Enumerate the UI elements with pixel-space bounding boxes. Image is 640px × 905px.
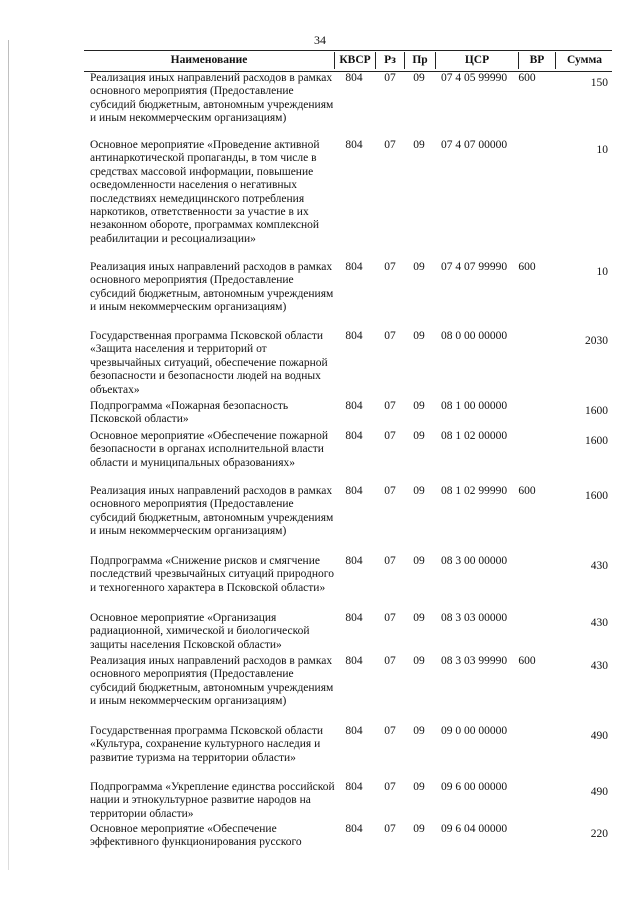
row-csr: 09 0 00 00000 xyxy=(440,725,508,737)
row-rz: 07 xyxy=(384,823,396,835)
row-rz: 07 xyxy=(384,139,396,151)
row-sum: 2030 xyxy=(585,335,608,347)
table-row xyxy=(84,430,612,485)
row-kvsr: 804 xyxy=(345,72,363,84)
table-row xyxy=(84,655,612,725)
header-sum: Сумма xyxy=(555,52,613,69)
row-csr: 08 3 03 99990 xyxy=(440,655,508,667)
table-row xyxy=(84,400,612,430)
row-kvsr: 804 xyxy=(345,612,363,624)
row-name: Основное мероприятие «Обеспечение эффективного функционирования русского xyxy=(90,823,302,849)
table-row xyxy=(84,330,612,400)
row-csr: 07 4 05 99990 xyxy=(440,72,508,84)
row-name: Основное мероприятие «Организация радиационной, химической и биологической защиты населения Псковской области» xyxy=(90,612,310,651)
row-pr: 09 xyxy=(413,400,425,412)
row-kvsr: 804 xyxy=(345,139,363,151)
table-row xyxy=(84,555,612,612)
row-rz: 07 xyxy=(384,555,396,567)
row-rz: 07 xyxy=(384,655,396,667)
page-number: 34 xyxy=(314,33,326,47)
header-vr: ВР xyxy=(518,52,555,69)
row-pr: 09 xyxy=(413,261,425,273)
table-row xyxy=(84,725,612,781)
row-sum: 1600 xyxy=(585,435,608,447)
table-row xyxy=(84,261,612,330)
row-sum: 1600 xyxy=(585,405,608,417)
row-vr: 600 xyxy=(518,72,536,84)
row-pr: 09 xyxy=(413,725,425,737)
row-pr: 09 xyxy=(413,72,425,84)
row-sum: 10 xyxy=(596,266,608,278)
row-csr: 08 1 00 00000 xyxy=(440,400,508,412)
row-csr: 08 3 00 00000 xyxy=(440,555,508,567)
row-kvsr: 804 xyxy=(345,823,363,835)
row-name: Основное мероприятие «Обеспечение пожарной безопасности в органах исполнительной власти области и муниципальных образованиях» xyxy=(90,430,329,469)
row-vr: 600 xyxy=(518,485,536,497)
row-name: Реализация иных направлений расходов в рамках основного мероприятия (Предоставление субсидий бюджетным, автономным учреждениям и иным некоммерческим организациям) xyxy=(90,72,334,125)
row-kvsr: 804 xyxy=(345,725,363,737)
row-sum: 430 xyxy=(590,560,608,572)
table-body xyxy=(84,72,612,853)
row-rz: 07 xyxy=(384,400,396,412)
row-sum: 1600 xyxy=(585,490,608,502)
row-name: Подпрограмма «Снижение рисков и смягчение последствий чрезвычайных ситуаций природного и техногенного характера в Псковской области» xyxy=(90,555,334,594)
row-name: Государственная программа Псковской области «Защита населения и территорий от чрезвычайных ситуаций, обеспечение пожарной безопасности и безопасности людей на водных объектах» xyxy=(90,330,328,396)
table-header xyxy=(84,50,612,72)
row-csr: 08 1 02 99990 xyxy=(440,485,508,497)
row-vr: 600 xyxy=(518,261,536,273)
row-name: Реализация иных направлений расходов в рамках основного мероприятия (Предоставление субсидий бюджетным, автономным учреждениям и иным некоммерческим организациям) xyxy=(90,655,334,708)
row-pr: 09 xyxy=(413,823,425,835)
row-name: Государственная программа Псковской области «Культура, сохранение культурного наследия и развитие туризма на территории области» xyxy=(90,725,324,764)
row-sum: 430 xyxy=(590,660,608,672)
row-rz: 07 xyxy=(384,612,396,624)
row-rz: 07 xyxy=(384,725,396,737)
header-pr: Пр xyxy=(404,52,435,69)
row-name: Реализация иных направлений расходов в рамках основного мероприятия (Предоставление субсидий бюджетным, автономным учреждениям и иным некоммерческим организациям) xyxy=(90,485,334,538)
table-row xyxy=(84,823,612,853)
row-sum: 490 xyxy=(590,730,608,742)
row-rz: 07 xyxy=(384,261,396,273)
row-name: Подпрограмма «Укрепление единства российской нации и этнокультурное развитие народов на территории области» xyxy=(90,781,335,820)
row-rz: 07 xyxy=(384,430,396,442)
table-row xyxy=(84,139,612,261)
row-sum: 490 xyxy=(590,786,608,798)
header-kvsr: КВСР xyxy=(334,52,375,69)
budget-table xyxy=(84,50,612,853)
row-rz: 07 xyxy=(384,485,396,497)
row-csr: 07 4 07 00000 xyxy=(440,139,508,151)
row-kvsr: 804 xyxy=(345,555,363,567)
row-kvsr: 804 xyxy=(345,430,363,442)
row-kvsr: 804 xyxy=(345,781,363,793)
row-csr: 09 6 00 00000 xyxy=(440,781,508,793)
table-row xyxy=(84,72,612,139)
row-pr: 09 xyxy=(413,139,425,151)
row-kvsr: 804 xyxy=(345,330,363,342)
row-kvsr: 804 xyxy=(345,400,363,412)
row-pr: 09 xyxy=(413,781,425,793)
row-rz: 07 xyxy=(384,330,396,342)
row-csr: 09 6 04 00000 xyxy=(440,823,508,835)
table-row xyxy=(84,485,612,555)
row-rz: 07 xyxy=(384,72,396,84)
row-name: Реализация иных направлений расходов в рамках основного мероприятия (Предоставление субсидий бюджетным, автономным учреждениям и иным некоммерческим организациям) xyxy=(90,261,334,314)
row-pr: 09 xyxy=(413,555,425,567)
table-row xyxy=(84,612,612,655)
row-name: Основное мероприятие «Проведение активной антинаркотической пропаганды, в том числе в средствах массовой информации, повышение осведомленности населения о негативных последствиях немедицинского потребления наркотиков, ответственности за участие в их незаконном обороте, программах комплексной реабилитации и ресоциализации» xyxy=(90,139,320,245)
row-csr: 07 4 07 99990 xyxy=(440,261,508,273)
row-pr: 09 xyxy=(413,655,425,667)
row-csr: 08 3 03 00000 xyxy=(440,612,508,624)
row-sum: 10 xyxy=(596,144,608,156)
row-pr: 09 xyxy=(413,430,425,442)
row-pr: 09 xyxy=(413,330,425,342)
table-row xyxy=(84,781,612,823)
row-rz: 07 xyxy=(384,781,396,793)
header-rz: Рз xyxy=(375,52,404,69)
row-kvsr: 804 xyxy=(345,261,363,273)
row-pr: 09 xyxy=(413,612,425,624)
row-sum: 150 xyxy=(590,77,608,89)
row-vr: 600 xyxy=(518,655,536,667)
row-name: Подпрограмма «Пожарная безопасность Псковской области» xyxy=(90,400,289,426)
row-csr: 08 1 02 00000 xyxy=(440,430,508,442)
header-name: Наименование xyxy=(170,54,248,66)
row-csr: 08 0 00 00000 xyxy=(440,330,508,342)
row-pr: 09 xyxy=(413,485,425,497)
row-kvsr: 804 xyxy=(345,655,363,667)
row-kvsr: 804 xyxy=(345,485,363,497)
row-sum: 430 xyxy=(590,617,608,629)
header-csr: ЦСР xyxy=(435,52,518,69)
scan-edge-line xyxy=(8,40,9,870)
row-sum: 220 xyxy=(590,828,608,840)
